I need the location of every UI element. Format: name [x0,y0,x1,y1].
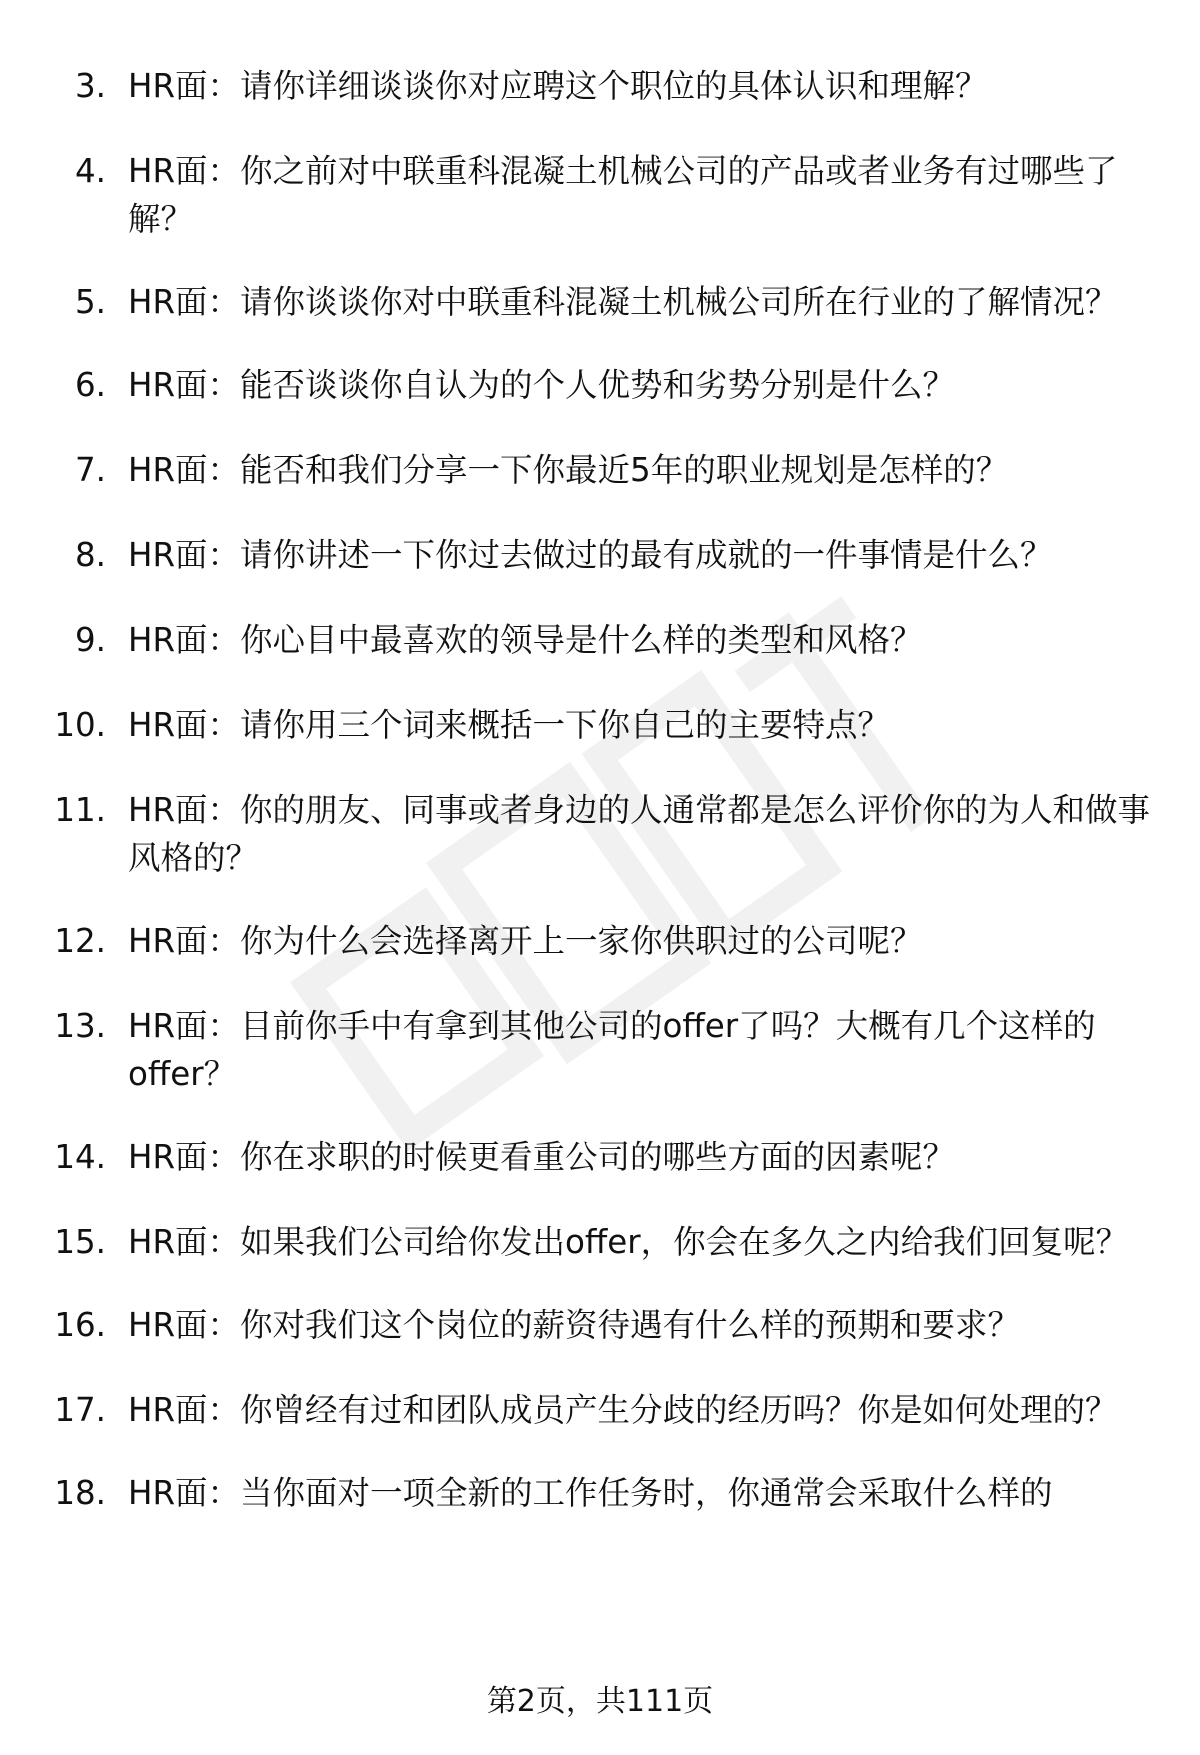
list-item [0,917,1156,965]
question-number: 14. [54,1138,106,1176]
list-item [0,786,1156,882]
question-number: 10. [54,706,106,744]
list-item [0,62,1156,110]
list-item [0,278,1156,326]
question-number: 15. [54,1223,106,1261]
question-text: HR面：能否谈谈你自认为的个人优势和劣势分别是什么？ [128,366,956,404]
question-number: 6. [74,366,106,404]
question-text: HR面：目前你手中有拿到其他公司的offer了吗？大概有几个这样的offer？ [128,1007,1096,1093]
question-number: 13. [54,1007,106,1045]
page-number-footer: 第2页，共111页 [486,1684,714,1719]
question-text: HR面：能否和我们分享一下你最近5年的职业规划是怎样的？ [128,451,1009,489]
question-number: 18. [54,1474,106,1512]
list-item [0,1218,1156,1266]
list-item [0,1469,1156,1517]
question-text: HR面：你之前对中联重科混凝土机械公司的产品或者业务有过哪些了解？ [128,152,1118,238]
list-item [0,701,1156,749]
question-text: HR面：如果我们公司给你发出offer，你会在多久之内给我们回复呢？ [128,1223,1129,1261]
list-item [0,446,1156,494]
question-text: HR面：你曾经有过和团队成员产生分歧的经历吗？你是如何处理的？ [128,1391,1118,1429]
question-text: HR面：请你用三个词来概括一下你自己的主要特点？ [128,706,891,744]
list-item [0,1133,1156,1181]
question-number: 17. [54,1391,106,1429]
question-text: HR面：你对我们这个岗位的薪资待遇有什么样的预期和要求？ [128,1306,1021,1344]
question-number: 8. [74,536,106,574]
list-item [0,531,1156,579]
question-text: HR面：请你讲述一下你过去做过的最有成就的一件事情是什么？ [128,536,1053,574]
question-text: HR面：请你谈谈你对中联重科混凝土机械公司所在行业的了解情况？ [128,283,1118,321]
question-number: 9. [74,621,106,659]
question-number: 5. [74,283,106,321]
question-number: 4. [74,152,106,190]
question-list [0,62,1200,1554]
question-number: 7. [74,451,106,489]
question-number: 3. [74,67,106,105]
question-number: 16. [54,1306,106,1344]
question-number: 12. [54,922,106,960]
question-number: 11. [54,791,106,829]
question-text: HR面：你的朋友、同事或者身边的人通常都是怎么评价你的为人和做事风格的？ [128,791,1151,877]
question-text: HR面：你心目中最喜欢的领导是什么样的类型和风格？ [128,621,923,659]
question-text: HR面：你在求职的时候更看重公司的哪些方面的因素呢？ [128,1138,956,1176]
list-item [0,616,1156,664]
question-text: HR面：当你面对一项全新的工作任务时，你通常会采取什么样的 [128,1474,1053,1512]
list-item [0,147,1156,243]
list-item [0,361,1156,409]
question-text: HR面：你为什么会选择离开上一家你供职过的公司呢？ [128,922,923,960]
list-item [0,1301,1156,1349]
list-item [0,1002,1156,1098]
question-text: HR面：请你详细谈谈你对应聘这个职位的具体认识和理解？ [128,67,988,105]
list-item [0,1386,1156,1434]
